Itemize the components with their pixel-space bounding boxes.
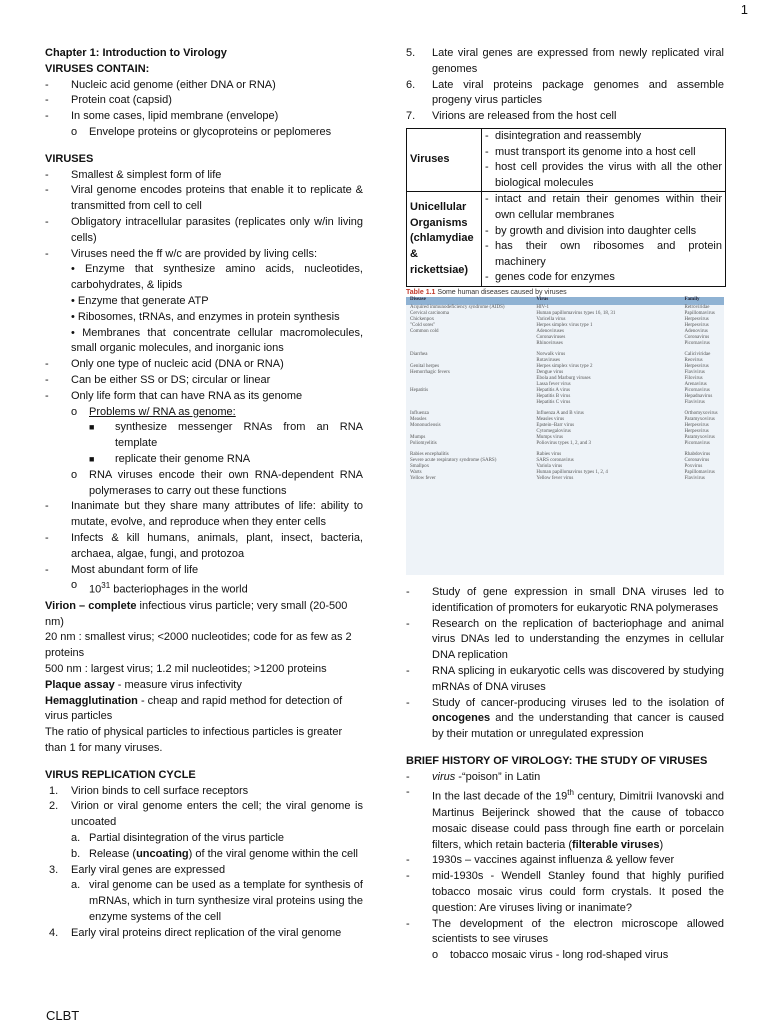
table-cell: Acquired immunodeficiency syndrome (AIDS): [410, 304, 505, 310]
table-cell: Coronavirus: [684, 334, 710, 340]
list-item: - Viruses need the ff w/c are provided by living cells:: [45, 247, 318, 260]
table-cell: Human papillomavirus types 16, 18, 31: [536, 310, 616, 316]
sub-item: b. Release (uncoating) of the viral genome within the cell: [71, 847, 359, 860]
contain-heading: VIRUSES CONTAIN:: [45, 62, 150, 75]
sub-item: a. viral genome can be used as a template for synthesis of mRNAs, which in turn synthesize viral proteins using the enzyme systems of the cell: [71, 879, 363, 923]
table-cell: Yellow fever: [410, 475, 436, 481]
table-cell: Human papillomavirus types 1, 2, 4: [536, 469, 608, 475]
sub-item: o RNA viruses encode their own RNA-dependent RNA polymerases to carry out these functions: [71, 468, 363, 497]
table-cell: Cytomegalovirus: [536, 428, 571, 434]
table-row: [407, 128, 726, 191]
viruses-heading: VIRUSES: [45, 152, 94, 165]
table-cell: Smallpox: [410, 463, 430, 469]
list-item: 1. Virion binds to cell surface receptors: [49, 784, 249, 797]
table-cell: Rhabdovirus: [684, 451, 711, 457]
table-cell: Rhinoviruses: [536, 340, 563, 346]
table-cell: Poliomyelitis: [410, 440, 437, 446]
table-cell: Hemorrhagic fevers: [410, 369, 450, 375]
table-cell: Genital herpes: [410, 363, 440, 369]
table-cell: Variola virus: [536, 463, 563, 469]
table-cell: Poxvirus: [684, 463, 703, 469]
list-item: - Nucleic acid genome (either DNA or RNA): [45, 78, 276, 91]
cycle-heading: VIRUS REPLICATION CYCLE: [45, 768, 196, 781]
sub-item: • Membranes that concentrate cellular macromolecules, small organic molecules, and inorganic ions: [71, 326, 363, 355]
ratio-note: The ratio of physical particles to infectious particles is greater than 1 for many viruses.: [45, 726, 343, 754]
table-cell: Herpesvirus: [684, 322, 709, 328]
disease-table: [406, 297, 724, 575]
table-cell: Varicella virus: [536, 316, 566, 322]
left-column: [45, 46, 363, 941]
list-item: - RNA splicing in eukaryotic cells was discovered by studying mRNAs of DNA viruses: [406, 664, 724, 693]
list-item: 3. Early viral genes are expressed: [49, 863, 226, 876]
table-cell: Adenoviruses: [536, 328, 564, 334]
table-cell: Severe acute respiratory syndrome (SARS): [410, 457, 497, 463]
footer-label: CLBT: [46, 1008, 80, 1023]
table-cell: Picornavirus: [684, 387, 710, 393]
table-cell: Hepadnavirus: [684, 393, 713, 399]
table-cell: Ebola and Marburg viruses: [536, 375, 591, 381]
table-cell: Rabies virus: [536, 451, 562, 457]
table-cell: Flavivirus: [684, 399, 705, 405]
row-header: Viruses: [407, 128, 482, 191]
table-cell: Lassa fever virus: [536, 381, 571, 387]
list-item: - Protein coat (capsid): [45, 94, 172, 107]
table-cell: Warts: [410, 469, 422, 475]
list-item: - Study of gene expression in small DNA viruses led to identification of promoters for eukaryotic RNA polymerases: [406, 585, 724, 614]
table-cell: Papillomavirus: [684, 310, 715, 316]
list-item: - Can be either SS or DS; circular or linear: [45, 373, 271, 386]
list-item: - Most abundant form of life: [45, 563, 199, 576]
table-cell: Papillomavirus: [684, 469, 715, 475]
table-cell: Rabies encephalitis: [410, 451, 449, 457]
chapter-title: Chapter 1: Introduction to Virology: [45, 47, 227, 59]
table-cell: Reovirus: [684, 357, 703, 363]
figure-caption: Table 1.1 Some human diseases caused by viruses: [406, 288, 567, 296]
table-cell: Paramyxovirus: [684, 434, 715, 440]
list-item: - 1930s – vaccines against influenza & yellow fever: [406, 854, 675, 867]
table-cell: Flavivirus: [684, 475, 705, 481]
disease-table-figure: [406, 288, 724, 575]
table-cell: Measles: [410, 416, 427, 422]
table-cell: Influenza: [410, 410, 429, 416]
sub-sub-item: ■ replicate their genome RNA: [89, 452, 251, 465]
sub-sub-item: ■ synthesize messenger RNAs from an RNA template: [89, 421, 363, 450]
table-cell: Measles virus: [536, 416, 565, 422]
table-cell: Hepatitis: [410, 387, 429, 393]
table-row: [406, 341, 724, 347]
table-cell: "Cold sores": [410, 322, 436, 328]
table-cell: Coronavirus: [684, 457, 710, 463]
table-cell: Filovirus: [684, 375, 703, 381]
table-cell: - disintegration and reassembly - must transport its genome into a host cell - host cell provides the virus with all the other biological molecules: [482, 128, 726, 191]
table-header: Disease Virus Family: [406, 297, 724, 305]
comparison-table: [406, 128, 726, 287]
history-heading: BRIEF HISTORY OF VIROLOGY: THE STUDY OF VIRUSES: [406, 754, 708, 767]
list-item: - Obligatory intracellular parasites (replicates only w/in living cells): [45, 215, 363, 244]
table-cell: Dengue virus: [536, 369, 564, 375]
list-item: - Study of cancer-producing viruses led to the isolation of oncogenes and the understanding that cancer is caused by their mutation or unregulated expression: [406, 696, 724, 741]
page-number: 1: [740, 2, 748, 17]
table-cell: Picornavirus: [684, 440, 710, 446]
sub-item: o $10^{31}$ bacteriophages in the world: [71, 579, 248, 596]
table-cell: Epstein–Barr virus: [536, 422, 575, 428]
table-cell: Herpesvirus: [684, 316, 709, 322]
table-cell: Caliciviridae: [684, 351, 711, 357]
list-item: 5. Late viral genes are expressed from newly replicated viral genomes: [406, 47, 724, 75]
table-cell: Adenovirus: [684, 328, 708, 334]
table-row: [406, 400, 724, 406]
table-cell: Herpes simplex virus type 1: [536, 322, 593, 328]
table-cell: Norwalk virus: [536, 351, 566, 357]
list-item: - Research on the replication of bacteriophage and animal virus DNAs led to understanding the enzymes in cellular DNA replication: [406, 617, 724, 662]
sub-item: • Ribosomes, tRNAs, and enzymes in protein synthesis: [71, 310, 340, 323]
size-large: 500 nm : largest virus; 1.2 mil nucleotides; >1200 proteins: [45, 662, 327, 675]
table-cell: Hepatitis A virus: [536, 387, 571, 393]
virion-definition: Virion – complete infectious virus particle; very small (20-500 nm): [45, 599, 348, 628]
table-cell: Herpes simplex virus type 2: [536, 363, 593, 369]
table-cell: SARS coronavirus: [536, 457, 574, 463]
table-cell: Picornavirus: [684, 340, 710, 346]
table-cell: Herpesvirus: [684, 363, 709, 369]
list-item: - Infects & kill humans, animals, plant, insect, bacteria, archaea, algae, fungi, and protozoa: [45, 531, 363, 560]
table-row: [406, 441, 724, 447]
sub-item: a. Partial disintegration of the virus particle: [71, 831, 285, 844]
table-cell: Yellow fever virus: [536, 475, 574, 481]
list-item: - Smallest & simplest form of life: [45, 168, 222, 181]
size-small: 20 nm : smallest virus; <2000 nucleotides; code for as few as 2 proteins: [45, 631, 352, 660]
table-cell: [406, 400, 536, 406]
list-item: 7. Virions are released from the host cell: [406, 110, 617, 123]
list-item: - The development of the electron microscope allowed scientists to see viruses: [406, 917, 724, 946]
sub-item: • Enzyme that generate ATP: [71, 294, 209, 307]
table-cell: Diarrhea: [410, 351, 428, 357]
table-cell: Retroviridae: [684, 304, 710, 310]
list-item: - mid-1930s - Wendell Stanley found that highly purified tobacco mosaic virus could form crystals. It posed the question: Are viruses living or inanimate?: [406, 870, 724, 914]
list-item: - In some cases, lipid membrane (envelope): [45, 110, 279, 123]
table-row: [406, 476, 724, 482]
list-item: - Only one type of nucleic acid (DNA or RNA): [45, 358, 284, 371]
sub-item: o tobacco mosaic virus - long rod-shaped virus: [432, 949, 669, 962]
right-column: [406, 46, 724, 964]
table-cell: Paramyxovirus: [684, 416, 715, 422]
sub-item: • Enzyme that synthesize amino acids, nucleotides, carbohydrates, & lipids: [71, 263, 363, 292]
list-item: - Viral genome encodes proteins that enable it to replicate & transmitted from cell to cell: [45, 184, 363, 213]
list-item: 4. Early viral proteins direct replication of the viral genome: [49, 926, 342, 939]
table-cell: Flavivirus: [684, 369, 705, 375]
table-cell: Arenavirus: [684, 381, 707, 387]
table-row: [407, 192, 726, 287]
hemagglutination: Hemagglutination - cheap and rapid method for detection of virus particles: [45, 694, 343, 723]
table-cell: Poliovirus types 1, 2, and 3: [536, 440, 591, 446]
table-cell: Common cold: [410, 328, 439, 334]
table-cell: Cervical carcinoma: [410, 310, 450, 316]
table-cell: Influenza A and B virus: [536, 410, 584, 416]
table-cell: Herpesvirus: [684, 428, 709, 434]
list-item: 6. Late viral proteins package genomes and assemble progeny virus particles: [406, 78, 724, 107]
row-header: Unicellular Organisms (chlamydiae & rickettsiae): [407, 192, 482, 287]
list-item: - Only life form that can have RNA as its genome: [45, 389, 303, 402]
table-cell: Chickenpox: [410, 316, 435, 322]
table-cell: Hepatitis B virus: [536, 393, 571, 399]
table-cell: Mononucleosis: [410, 422, 441, 428]
table-cell: Coronaviruses: [536, 334, 566, 340]
table-cell: Hepatitis C virus: [536, 399, 571, 405]
list-item: 2. Virion or viral genome enters the cell; the viral genome is uncoated: [49, 800, 363, 829]
table-cell: Herpesvirus: [684, 422, 709, 428]
table-cell: - intact and retain their genomes within their own cellular membranes - by growth and division into daughter cells - has their own ribosomes and protein machinery - genes code for enzymes: [482, 192, 726, 287]
list-item: - virus -“poison” in Latin: [406, 770, 541, 783]
list-item: - Inanimate but they share many attributes of life: ability to mutate, evolve, and reproduce when they enter cells: [45, 500, 363, 529]
table-body: [406, 305, 724, 482]
sub-item: o Envelope proteins or glycoproteins or peplomeres: [71, 125, 332, 138]
table-cell: Orthomyxovirus: [684, 410, 718, 416]
table-cell: [406, 341, 536, 347]
list-item: - In the last decade of the 19th century, Dimitrii Ivanovski and Martinus Beijerinck showed that the cause of tobacco mosaic disease could pass through fine earth or porcelain filters, which retain bacteria (filterable viruses): [406, 786, 724, 851]
table-cell: Rotaviruses: [536, 357, 560, 363]
table-cell: Mumps virus: [536, 434, 563, 440]
plaque-assay: Plaque assay - measure virus infectivity: [45, 678, 242, 691]
table-cell: Mumps: [410, 434, 426, 440]
table-cell: HIV-1: [536, 304, 549, 310]
sub-item: o Problems w/ RNA as genome:: [71, 405, 236, 418]
